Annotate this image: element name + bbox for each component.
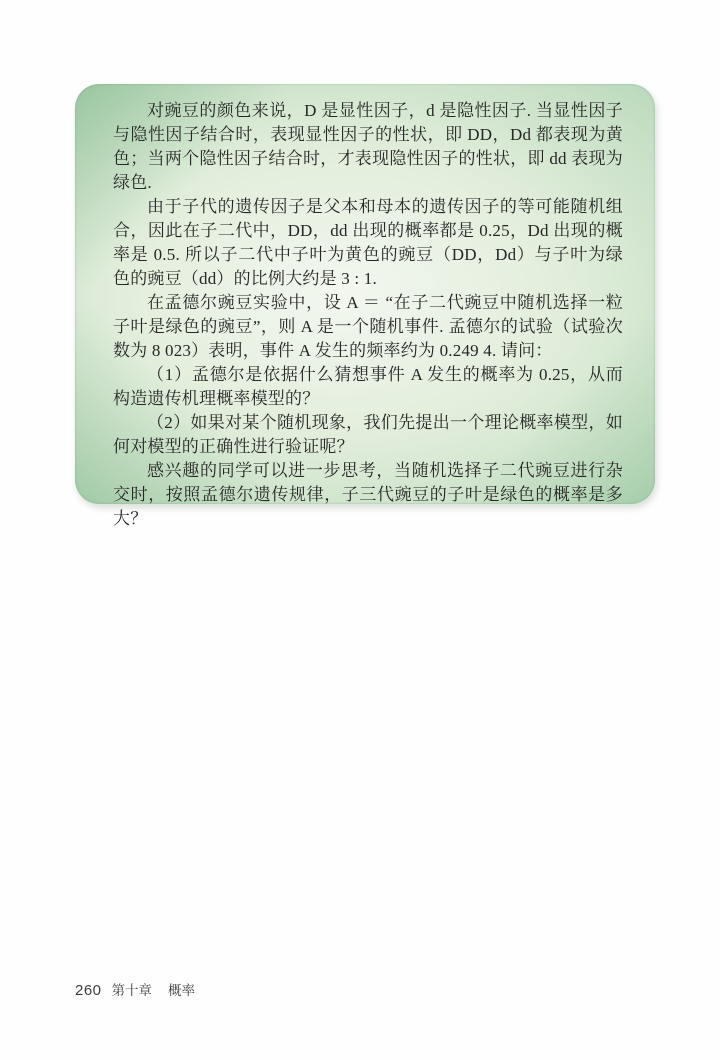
page-number: 260 bbox=[75, 982, 102, 999]
paragraph-mendel-experiment-event-a: 在孟德尔豌豆实验中，设 A ＝ “在子二代豌豆中随机选择一粒子叶是绿色的豌豆”，则 A 是一个随机事件. 孟德尔的试验（试验次数为 8 023）表明，事件 A 发生的频率约为 0.249 4. 请问： bbox=[113, 293, 623, 360]
chapter-label: 第十章 bbox=[111, 983, 153, 998]
paragraph-second-generation-probability: 由于子代的遗传因子是父本和母本的遗传因子的等可能随机组合，因此在子二代中，DD，dd 出现的概率都是 0.25，Dd 出现的概率是 0.5. 所以子二代中子叶为黄色的豌豆（DD，Dd）与子叶为绿色的豌豆（dd）的比例大约是 3 : 1. bbox=[113, 197, 623, 288]
page-footer bbox=[75, 979, 195, 999]
question-2: （2）如果对某个随机现象，我们先提出一个理论概率模型，如何对模型的正确性进行验证呢？ bbox=[113, 413, 623, 456]
paragraph-further-thinking: 感兴趣的同学可以进一步思考，当随机选择子二代豌豆进行杂交时，按照孟德尔遗传规律，子三代豌豆的子叶是绿色的概率是多大？ bbox=[113, 461, 623, 528]
content-card bbox=[75, 84, 655, 528]
paragraph-dominant-recessive-intro: 对豌豆的颜色来说，D 是显性因子，d 是隐性因子. 当显性因子与隐性因子结合时，表现显性因子的性状，即 DD，Dd 都表现为黄色；当两个隐性因子结合时，才表现隐性因子的性状，即 dd 表现为绿色. bbox=[113, 101, 623, 192]
question-1: （1）孟德尔是依据什么猜想事件 A 发生的概率为 0.25，从而构造遗传机理概率模型的？ bbox=[113, 365, 623, 408]
section-label: 概率 bbox=[168, 983, 196, 998]
